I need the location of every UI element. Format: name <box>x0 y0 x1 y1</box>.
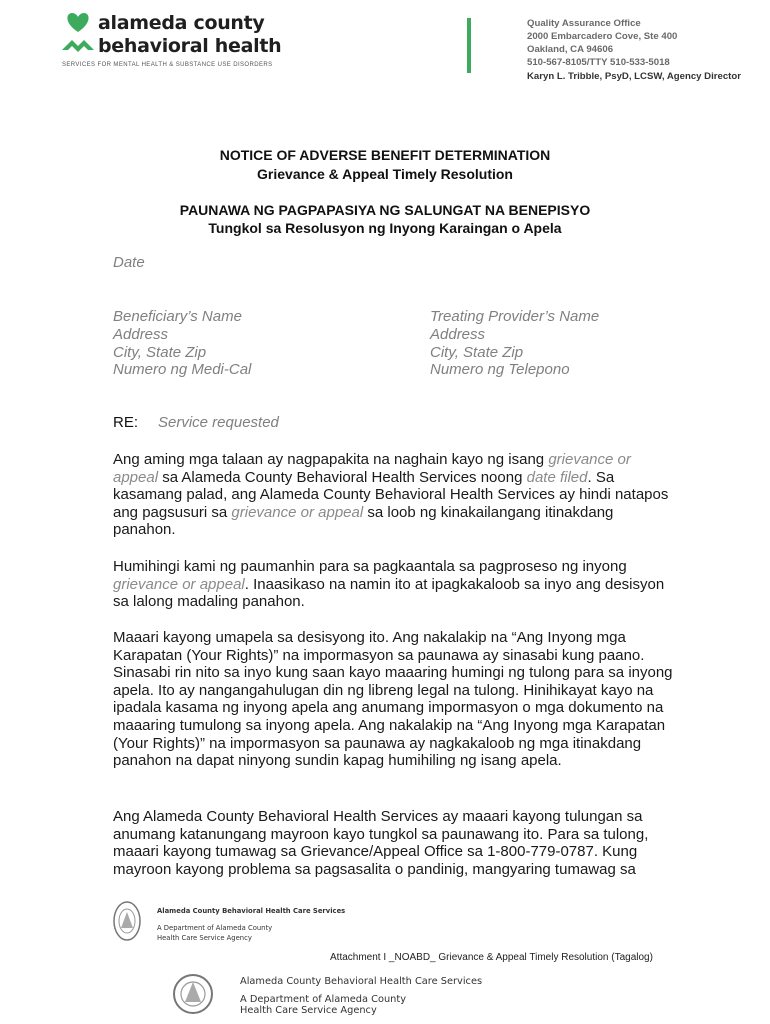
office-name: Quality Assurance Office <box>527 18 641 29</box>
medi-cal-number-field: Numero ng Medi-Cal <box>113 361 252 378</box>
service-requested-field: Service requested <box>158 414 279 431</box>
p1-placeholder-grievance-2: grievance or appeal <box>231 503 364 521</box>
date-field: Date <box>113 254 145 271</box>
acbh-logo-icon <box>60 12 96 56</box>
subtitle-english: Grievance & Appeal Timely Resolution <box>257 166 513 182</box>
provider-address-field: Address <box>430 326 486 343</box>
provider-city-field: City, State Zip <box>430 344 524 361</box>
footer-large-org: Alameda County Behavioral Health Care Services <box>240 976 483 987</box>
p1-text-e: . Sa kasamang palad, ang Alameda County Behavioral Health Services ay hindi natapos ang pagsusuri sa <box>113 468 669 521</box>
brand-name-line1: alameda county <box>98 12 265 34</box>
p3-text: Maaari kayong umapela sa desisyong ito. Ang nakalakip na “Ang Inyong mga Karapatan (Your Rights)” na impormasyon sa paunawa ay sinasabi kung paano. Sinasabi rin nito sa inyo kung saan kayo maaaring humingi ng tulong para sa inyong apela. Ito ay nangangahulugan din ng libreng legal na tulong. Hinihikayat kayo na ipadala kasama ng inyong apela ang anumang impormasyon o mga dokumento na maaaring tumulong sa inyong apela. Ang nakalakip na “Ang Inyong mga Karapatan (Your Rights)” na impormasyon sa paunawa ay nagkakaloob ng mga itinakdang panahon na dapat ninyong sundin kapag humihiling ng isang apela. <box>113 629 673 770</box>
footer-small-agency: Health Care Service Agency <box>157 934 252 942</box>
footer-small-dept: A Department of Alameda County <box>157 924 273 932</box>
footer-large-agency: Health Care Service Agency <box>240 1005 377 1016</box>
attachment-label: Attachment I _NOABD_ Grievance & Appeal Timely Resolution (Tagalog) <box>330 952 653 963</box>
paragraph-3 <box>113 629 673 770</box>
provider-phone-field: Numero ng Telepono <box>430 361 570 378</box>
p4-text: Ang Alameda County Behavioral Health Services ay maaari kayong tulungan sa anumang katanungang mayroon kayo tungkol sa paunawang ito. Para sa tulong, maaari kayong tumawag sa Grievance/Appeal Office sa 1-800-779-0787. Kung mayroon kayong problema sa pagsasalita o pandinig, mangyaring tumawag sa <box>113 808 649 878</box>
provider-name-field: Treating Provider’s Name <box>430 308 600 325</box>
title-tagalog: PAUNAWA NG PAGPAPASIYA NG SALUNGAT NA BENEPISYO <box>179 202 591 218</box>
beneficiary-address-field: Address <box>113 326 169 343</box>
p2-text-a: Humihingi kami ng paumanhin para sa pagkaantala sa pagproseso ng inyong <box>113 558 627 575</box>
p1-text-g: sa loob ng kinakailangang itinakdang panahon. <box>113 503 614 539</box>
p1-text-a: Ang aming mga talaan ay nagpapakita na naghain kayo ng isang <box>113 451 549 468</box>
p1-placeholder-grievance: grievance or appeal <box>113 451 631 486</box>
county-seal-small-icon <box>112 900 142 942</box>
re-label: RE: <box>113 414 139 431</box>
brand-name-line2: behavioral health <box>98 35 282 57</box>
county-seal-large-icon <box>172 970 214 1018</box>
office-city: Oakland, CA 94606 <box>527 44 614 55</box>
paragraph-1 <box>113 451 673 539</box>
subtitle-tagalog: Tungkol sa Resolusyon ng Inyong Karaingan o Apela <box>208 220 562 236</box>
paragraph-4 <box>113 808 673 878</box>
p1-text-c: sa Alameda County Behavioral Health Services noong <box>158 468 527 486</box>
office-phone: 510-567-8105/TTY 510-533-5018 <box>527 57 670 68</box>
p2-placeholder-grievance: grievance or appeal <box>113 575 245 593</box>
footer-small-org: Alameda County Behavioral Health Care Services <box>157 907 346 915</box>
header-divider <box>467 18 471 73</box>
beneficiary-name-field: Beneficiary’s Name <box>113 308 242 325</box>
p1-placeholder-date-filed: date filed <box>526 468 588 486</box>
footer-large-dept: A Department of Alameda County <box>240 994 406 1005</box>
brand-tagline: SERVICES FOR MENTAL HEALTH & SUBSTANCE USE DISORDERS <box>62 62 273 68</box>
title-english: NOTICE OF ADVERSE BENEFIT DETERMINATION <box>219 147 551 163</box>
paragraph-2 <box>113 558 673 611</box>
agency-director: Karyn L. Tribble, PsyD, LCSW, Agency Director <box>527 71 741 82</box>
office-street: 2000 Embarcadero Cove, Ste 400 <box>527 31 678 42</box>
p2-text-c: . Inaasikaso na namin ito at ipagkakaloob sa inyo ang desisyon sa lalong madaling panahon. <box>113 575 665 611</box>
beneficiary-city-field: City, State Zip <box>113 344 207 361</box>
